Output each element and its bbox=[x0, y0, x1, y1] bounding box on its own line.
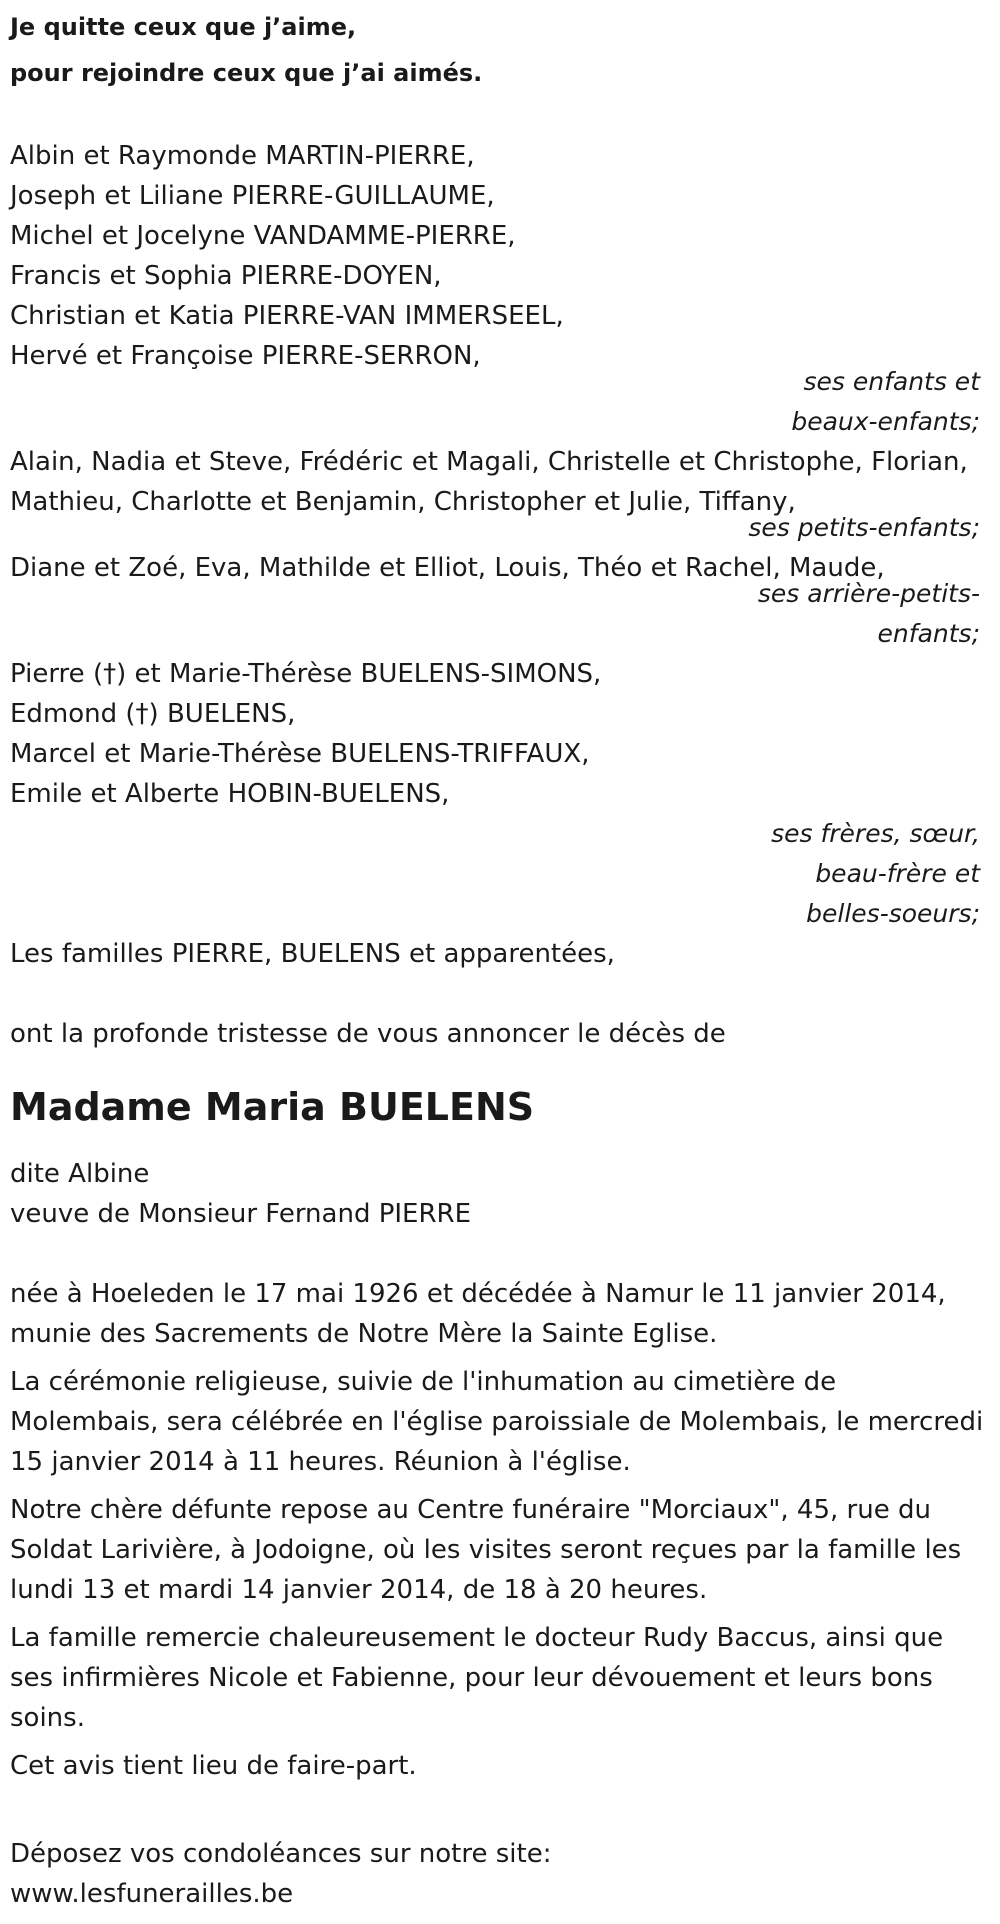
thanks-paragraph: La famille remercie chaleureusement le docteur Rudy Baccus, ainsi que ses infirmières Nicole et Fabienne, pour leur dévouement et leurs bons soins. bbox=[10, 1623, 944, 1733]
family-member: Marcel et Marie-Thérèse BUELENS-TRIFFAUX, bbox=[10, 739, 590, 769]
obituary-notice bbox=[10, 0, 990, 1914]
role-line: ses frères, sœur, bbox=[771, 819, 980, 848]
role-line: enfants; bbox=[877, 619, 980, 648]
family-member: Christian et Katia PIERRE-VAN IMMERSEEL, bbox=[10, 301, 564, 331]
epigraph-line: Je quitte ceux que j’aime, bbox=[10, 13, 357, 41]
birth-death-paragraph: née à Hoeleden le 17 mai 1926 et décédée à Namur le 11 janvier 2014, munie des Sacrements de Notre Mère la Sainte Eglise. bbox=[10, 1279, 946, 1349]
great-grandchildren-list: Diane et Zoé, Eva, Mathilde et Elliot, Louis, Théo et Rachel, Maude, bbox=[10, 553, 885, 583]
widow-of: veuve de Monsieur Fernand PIERRE bbox=[10, 1199, 472, 1229]
family-member: Hervé et Françoise PIERRE-SERRON, bbox=[10, 341, 481, 371]
role-line: beaux-enfants; bbox=[791, 407, 980, 436]
role-line: ses enfants et bbox=[803, 367, 980, 396]
family-member: Francis et Sophia PIERRE-DOYEN, bbox=[10, 261, 442, 291]
epigraph-line: pour rejoindre ceux que j’ai aimés. bbox=[10, 59, 483, 87]
announcement: ont la profonde tristesse de vous annoncer le décès de bbox=[10, 1019, 726, 1049]
deceased-alias: dite Albine bbox=[10, 1159, 150, 1189]
role-line: ses arrière-petits- bbox=[757, 579, 980, 608]
siblings-role bbox=[10, 814, 990, 934]
visitation-paragraph: Notre chère défunte repose au Centre funéraire "Morciaux", 45, rue du Soldat Larivière, à Jodoigne, où les visites seront reçues par la famille les lundi 13 et mardi 14 janvier 2014, de 18 à 20 heures. bbox=[10, 1495, 962, 1605]
ceremony-paragraph: La cérémonie religieuse, suivie de l'inhumation au cimetière de Molembais, sera célébrée en l'église paroissiale de Molembais, le mercredi 15 janvier 2014 à 11 heures. Réunion à l'église. bbox=[10, 1367, 984, 1477]
deceased-name: Madame Maria BUELENS bbox=[10, 1085, 535, 1129]
families-line: Les familles PIERRE, BUELENS et apparentées, bbox=[10, 939, 615, 969]
family-member: Albin et Raymonde MARTIN-PIERRE, bbox=[10, 141, 475, 171]
children-list bbox=[10, 136, 990, 376]
condolences-text: Déposez vos condoléances sur notre site: bbox=[10, 1839, 552, 1869]
role-line: beau-frère et bbox=[815, 859, 980, 888]
family-member: Pierre (†) et Marie-Thérèse BUELENS-SIMONS, bbox=[10, 659, 602, 689]
siblings-list bbox=[10, 654, 990, 814]
family-member: Joseph et Liliane PIERRE-GUILLAUME, bbox=[10, 181, 495, 211]
notice-paragraph: Cet avis tient lieu de faire-part. bbox=[10, 1751, 417, 1781]
family-member: Michel et Jocelyne VANDAMME-PIERRE, bbox=[10, 221, 516, 251]
family-member: Alain, Nadia et Steve, Frédéric et Magali, Christelle et Christophe, Florian, bbox=[10, 447, 968, 477]
grandchildren-role: ses petits-enfants; bbox=[748, 513, 980, 542]
epigraph bbox=[10, 4, 990, 96]
website-link[interactable]: www.lesfunerailles.be bbox=[10, 1879, 294, 1909]
role-line: belles-soeurs; bbox=[806, 899, 980, 928]
family-member: Edmond (†) BUELENS, bbox=[10, 699, 296, 729]
family-member: Mathieu, Charlotte et Benjamin, Christopher et Julie, Tiffany, bbox=[10, 487, 796, 517]
family-member: Emile et Alberte HOBIN-BUELENS, bbox=[10, 779, 450, 809]
